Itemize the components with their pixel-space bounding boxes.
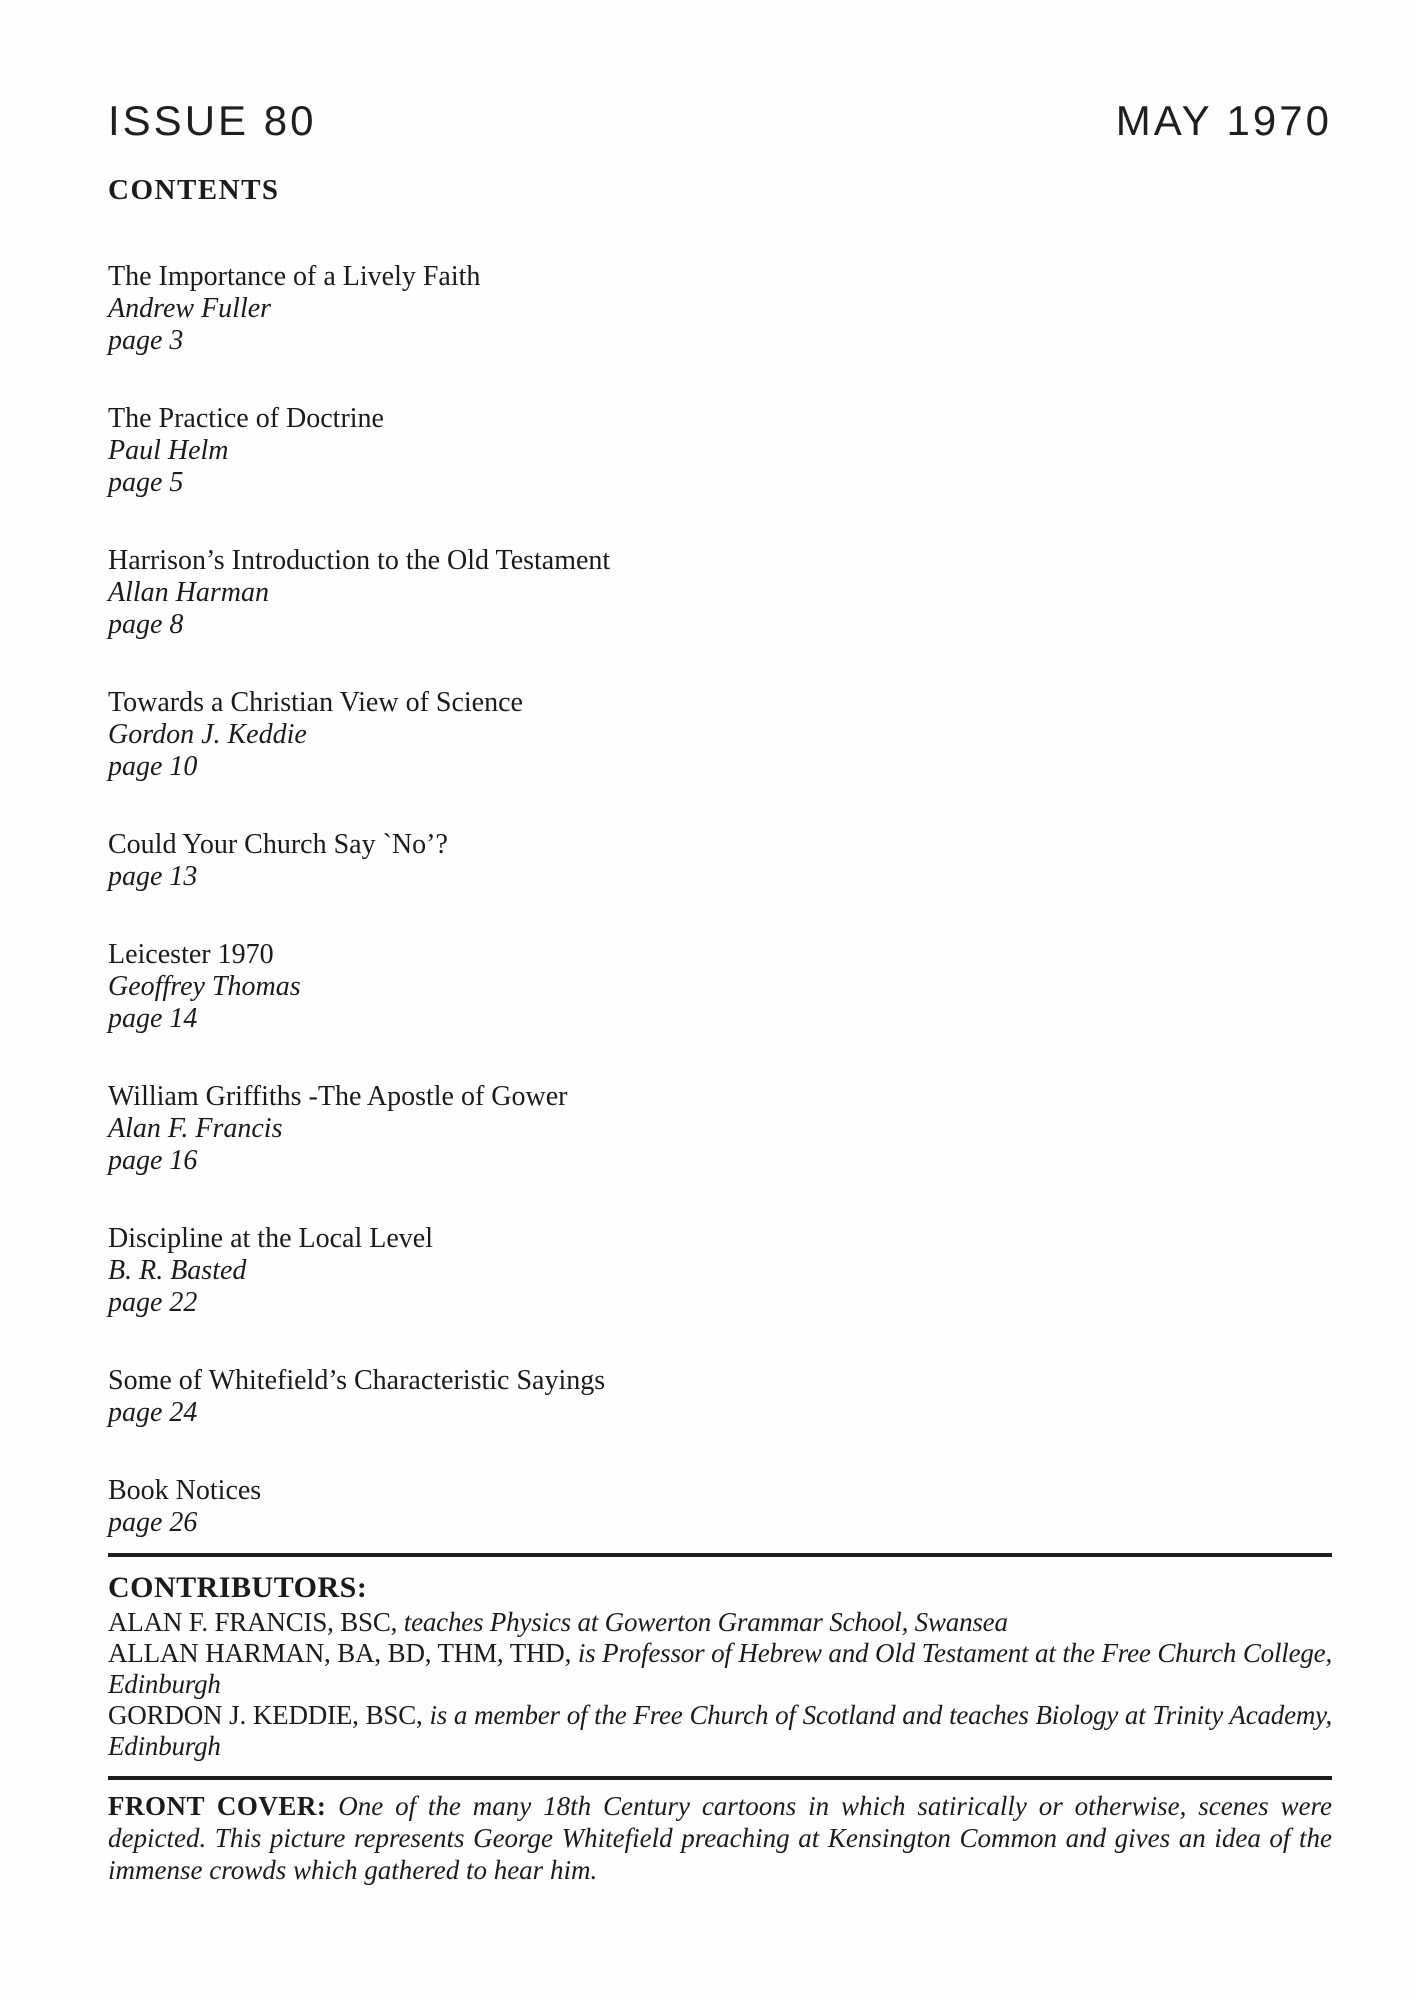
contributor-description: teaches Physics at Gowerton Grammar School, Swansea <box>403 1607 1008 1637</box>
toc-entry <box>108 829 1332 893</box>
article-title: Leicester 1970 <box>108 939 274 970</box>
article-author: Paul Helm <box>108 435 229 466</box>
toc-entry <box>108 261 1332 357</box>
toc-entry <box>108 1223 1332 1319</box>
article-author: Allan Harman <box>108 577 269 608</box>
article-title: Towards a Christian View of Science <box>108 687 523 718</box>
article-title: Could Your Church Say `No’? <box>108 829 448 860</box>
article-page: page 24 <box>108 1397 198 1428</box>
article-author: Andrew Fuller <box>108 293 272 324</box>
contributors-list <box>108 1607 1332 1762</box>
front-cover-text: One of the many 18th Century cartoons in which satirically or otherwise, scenes were depicted. This picture represents George Whitefield preaching at Kensington Common and gives an idea of the immense crowds which gathered to hear him. <box>108 1791 1333 1885</box>
article-title: Book Notices <box>108 1475 262 1506</box>
masthead <box>108 97 1332 144</box>
contributor-name: GORDON J. KEDDIE, BSC, <box>108 1700 423 1730</box>
article-page: page 8 <box>108 609 184 640</box>
horizontal-rule-bottom <box>108 1776 1332 1780</box>
article-author: B. R. Basted <box>108 1255 247 1286</box>
toc-entry <box>108 1081 1332 1177</box>
article-page: page 14 <box>108 1003 198 1034</box>
toc-entry <box>108 403 1332 499</box>
article-page: page 13 <box>108 861 198 892</box>
article-page: page 3 <box>108 325 184 356</box>
article-author: Alan F. Francis <box>108 1113 283 1144</box>
toc-entry <box>108 1365 1332 1429</box>
article-page: page 10 <box>108 751 198 782</box>
toc-entry <box>108 1475 1332 1539</box>
article-page: page 22 <box>108 1287 198 1318</box>
contributor-entry <box>108 1607 1332 1638</box>
toc-entry <box>108 939 1332 1035</box>
article-author: Geoffrey Thomas <box>108 971 301 1002</box>
contributor-description: is Professor of Hebrew and Old Testament at the Free Church College, Edinburgh <box>108 1638 1332 1699</box>
issue-date: MAY 1970 <box>1115 97 1332 144</box>
front-cover-label: FRONT COVER: <box>108 1791 327 1821</box>
contributors-heading: CONTRIBUTORS: <box>108 1571 368 1604</box>
article-title: Harrison’s Introduction to the Old Testament <box>108 545 611 576</box>
article-title: The Importance of a Lively Faith <box>108 261 481 292</box>
contributor-entry <box>108 1700 1332 1762</box>
contributor-name: ALLAN HARMAN, BA, BD, THM, THD, <box>108 1638 572 1668</box>
article-title: Some of Whitefield’s Characteristic Sayings <box>108 1365 606 1396</box>
article-title: Discipline at the Local Level <box>108 1223 433 1254</box>
toc-entry <box>108 545 1332 641</box>
contents-heading: CONTENTS <box>108 174 280 206</box>
article-page: page 5 <box>108 467 184 498</box>
toc-entry <box>108 687 1332 783</box>
article-page: page 16 <box>108 1145 198 1176</box>
article-page: page 26 <box>108 1507 198 1538</box>
article-title: William Griffiths -The Apostle of Gower <box>108 1081 568 1112</box>
contributor-description: is a member of the Free Church of Scotland and teaches Biology at Trinity Academy, Edinburgh <box>108 1700 1332 1761</box>
front-cover-note <box>108 1790 1332 1886</box>
issue-number: ISSUE 80 <box>108 97 317 144</box>
contributor-entry <box>108 1638 1332 1700</box>
article-title: The Practice of Doctrine <box>108 403 384 434</box>
table-of-contents <box>108 261 1332 1539</box>
horizontal-rule-top <box>108 1553 1332 1557</box>
contributor-name: ALAN F. FRANCIS, BSC, <box>108 1607 398 1637</box>
article-author: Gordon J. Keddie <box>108 719 307 750</box>
